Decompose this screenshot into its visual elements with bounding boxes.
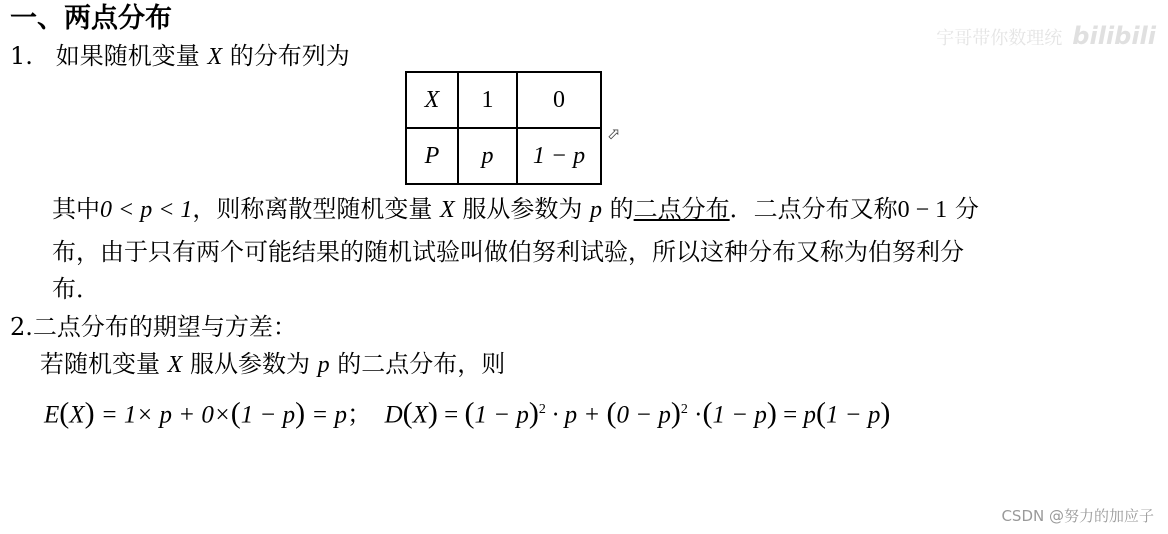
underlined-term: 二点分布	[633, 195, 730, 223]
item1-text-a: 如果随机变量	[55, 42, 200, 70]
item2-text: 若随机变量	[40, 350, 160, 378]
formula-zero-minus-p: 0 − p	[616, 401, 671, 429]
formula-e: E	[44, 401, 60, 429]
table-cell: 1	[458, 72, 517, 128]
item1-line	[10, 40, 350, 73]
table-cell: 0	[517, 72, 601, 128]
formula-square: 2	[538, 402, 546, 417]
para-text: 其中	[52, 195, 100, 223]
csdn-credit: CSDN @努力的加应子	[1001, 507, 1154, 525]
inequality: 0 < p < 1	[100, 197, 193, 223]
formula-eq: =	[783, 401, 798, 429]
formula-one-minus-p: 1 − p	[825, 401, 881, 429]
formula-square: 2	[680, 402, 688, 417]
item2-text: 的二点分布，则	[337, 350, 506, 378]
cursor-icon: ⬀	[607, 124, 621, 143]
var-p: p	[589, 197, 602, 223]
para-text: ．二点分布又称	[729, 195, 898, 223]
var-x: X	[207, 44, 223, 70]
formula-eq: =	[444, 401, 459, 429]
para-text: 的	[609, 195, 634, 223]
distribution-table	[405, 71, 602, 185]
formula-x: X	[412, 401, 428, 429]
section-title: 一、两点分布	[10, 3, 172, 34]
para-line-2: 布，由于只有两个可能结果的随机试验叫做伯努利试验，所以这种分布又称为伯努利分	[52, 238, 964, 266]
item2-sub	[40, 348, 505, 381]
item2-text: 服从参数为	[189, 350, 310, 378]
table-head-p: P	[406, 128, 458, 184]
para-text: ，则称离散型随机变量	[192, 195, 433, 223]
item1-number: 1.	[10, 42, 33, 70]
watermark	[936, 22, 1156, 50]
formula-one-minus-p: 1 − p	[474, 401, 529, 429]
para-line-3: 布．	[52, 275, 100, 303]
table-row	[406, 128, 601, 184]
formula-dot: ·	[694, 401, 703, 429]
watermark-text: 宇哥带你数理统	[936, 28, 1063, 49]
var-x: X	[167, 352, 183, 378]
para-line-1	[52, 193, 979, 226]
formula-sep: ；	[347, 401, 373, 429]
table-head-x: X	[406, 72, 458, 128]
formula-d: D	[384, 401, 403, 429]
formula-expectation: = 1× p + 0×	[100, 401, 231, 429]
formula-eq-p: = p	[311, 401, 348, 429]
zero-minus-one: 0 − 1	[897, 197, 948, 223]
formula-line: E(X) = 1× p + 0×(1 − p) = p； $D(X) = (1 - p)^2 \cdot p + (0 - p)^2 \cdot(1 - p) = p(1 - p)$	[44, 396, 891, 430]
table-cell: 1 − p	[517, 128, 601, 184]
formula-one-minus-p: 1 − p	[240, 401, 296, 429]
item2-heading: 2.二点分布的期望与方差：	[10, 313, 297, 341]
item1-text-b: 的分布列为	[229, 42, 350, 70]
para-text: 分	[954, 195, 979, 223]
formula-plus-p: · p +	[552, 401, 601, 429]
bilibili-logo: bilibili	[1072, 22, 1156, 50]
var-x: X	[440, 197, 455, 223]
table-row	[406, 72, 601, 128]
formula-p: p	[803, 401, 816, 429]
table-cell: p	[458, 128, 517, 184]
formula-x: X	[69, 401, 85, 429]
formula-one-minus-p: 1 − p	[712, 401, 767, 429]
var-p: p	[317, 352, 330, 378]
para-text: 服从参数为	[462, 195, 583, 223]
